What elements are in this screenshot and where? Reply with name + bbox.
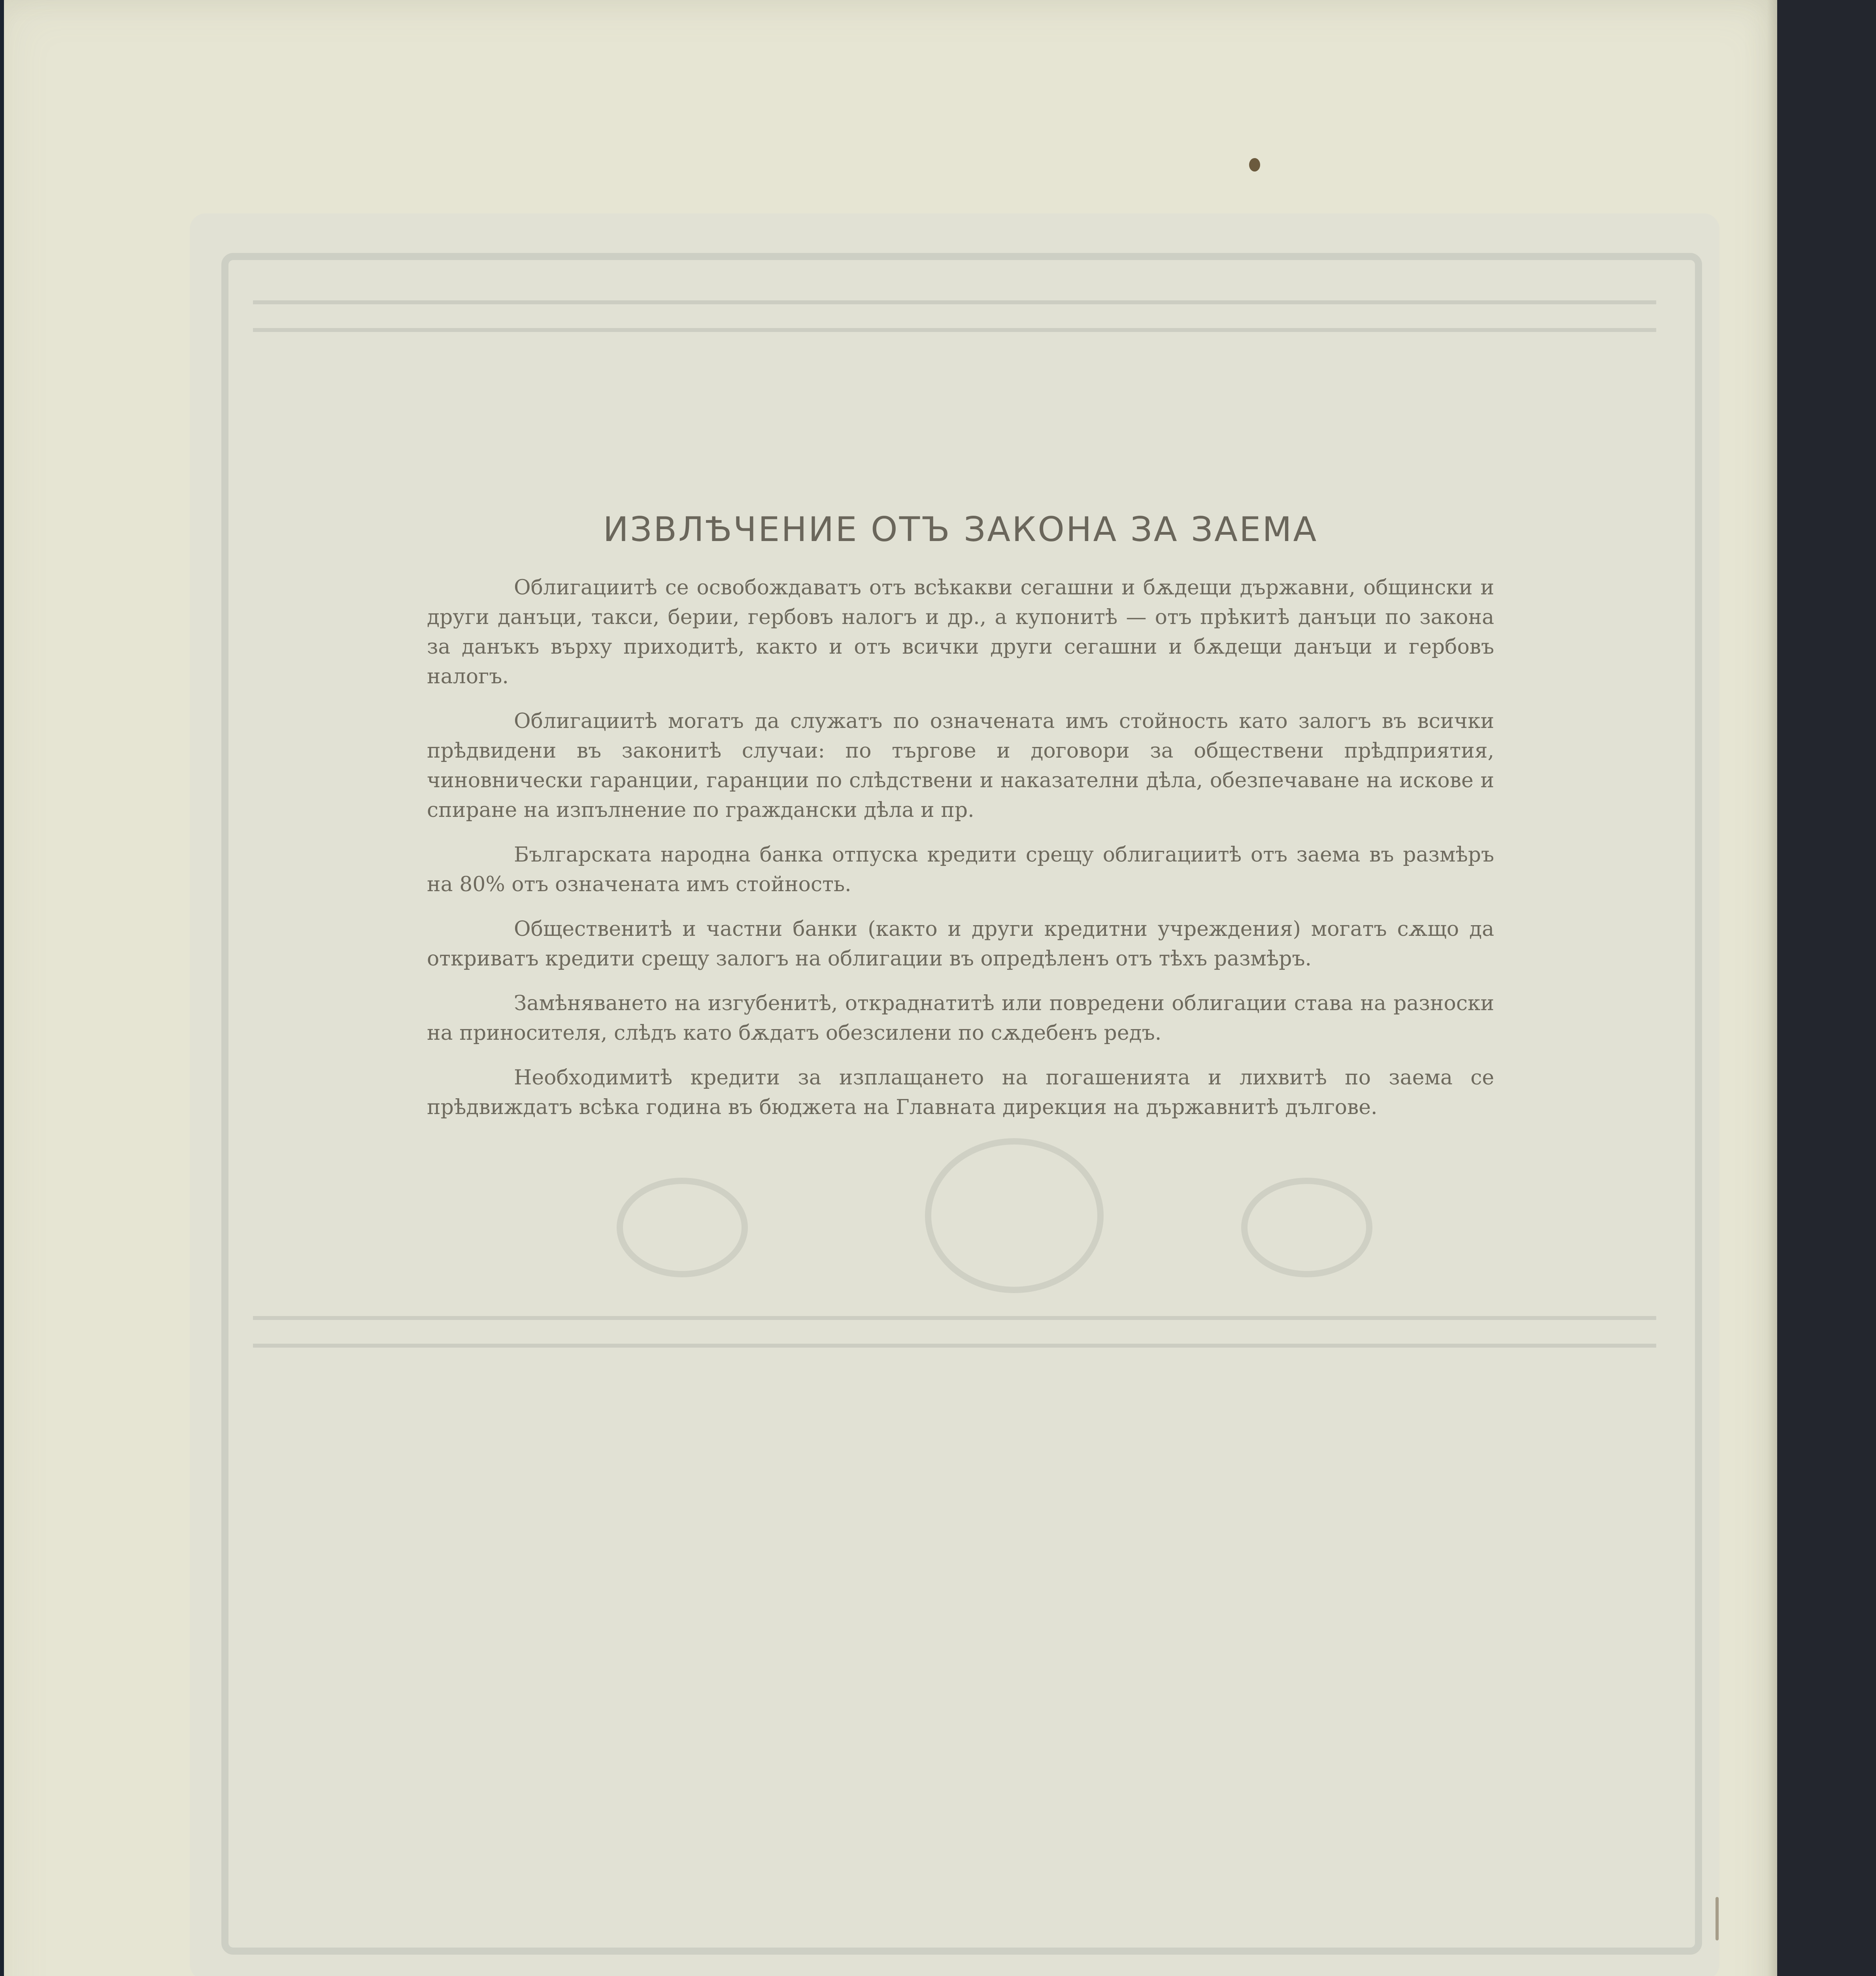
paragraph-budget-credits: Необходимитѣ кредити за изплащането на погашенията и лихвитѣ по заема се прѣдвиждатъ всѣка година въ бюджета на Главната дирекция на държавнитѣ дългове. xyxy=(427,1066,1494,1119)
paragraph-collateral-use: Облигациитѣ могатъ да служатъ по означената имъ стойность като залогъ въ всички прѣдвидени въ законитѣ случаи: по търгове и договори за обществени прѣдприятия, чиновнически гаранции, гаранции по слѣдствени и наказателни дѣла, обезпечаване на искове и спиране на изпълнение по граждански дѣла и пр. xyxy=(427,709,1494,822)
show-through-rule-middle xyxy=(253,1316,1656,1348)
show-through-ornament xyxy=(925,1138,1104,1293)
paragraph-national-bank-credit: Българската народна банка отпуска кредити срещу облигациитѣ отъ заема въ размѣръ на 80% отъ означената имъ стойность. xyxy=(427,843,1494,896)
paragraph-tax-exemption: Облигациитѣ се освобождаватъ отъ всѣкакви сегашни и бѫдещи държавни, общински и други данъци, такси, берии, гербовъ налогъ и др., а купонитѣ — отъ прѣкитѣ данъци по закона за данъкъ върху приходитѣ, както и отъ всички други сегашни и бѫдещи данъци и гербовъ налогъ. xyxy=(427,576,1494,688)
paragraph-bank-credits: Общественитѣ и частни банки (както и други кредитни учреждения) могатъ сѫщо да откриватъ кредити срещу залогъ на облигации въ опредѣленъ отъ тѣхъ размѣръ. xyxy=(427,917,1494,971)
show-through-ornament xyxy=(1241,1178,1372,1277)
paragraph-replacement: Замѣняването на изгубенитѣ, откраднатитѣ или повредени облигации става на разноски на приносителя, слѣдъ като бѫдатъ обезсилени по сѫдебенъ редъ. xyxy=(427,992,1494,1045)
paper-fold-shadow xyxy=(1767,0,1777,1976)
paper-stain xyxy=(1249,158,1260,172)
document-title: ИЗВЛѢЧЕНИЕ ОТЪ ЗАКОНА ЗА ЗАЕМА xyxy=(603,510,1318,549)
paper-crease-mark xyxy=(1716,1897,1719,1940)
show-through-rule-top xyxy=(253,300,1656,332)
law-extract xyxy=(427,510,1494,1137)
show-through-ornament xyxy=(617,1178,748,1277)
scan-background-strip xyxy=(1777,0,1876,1976)
